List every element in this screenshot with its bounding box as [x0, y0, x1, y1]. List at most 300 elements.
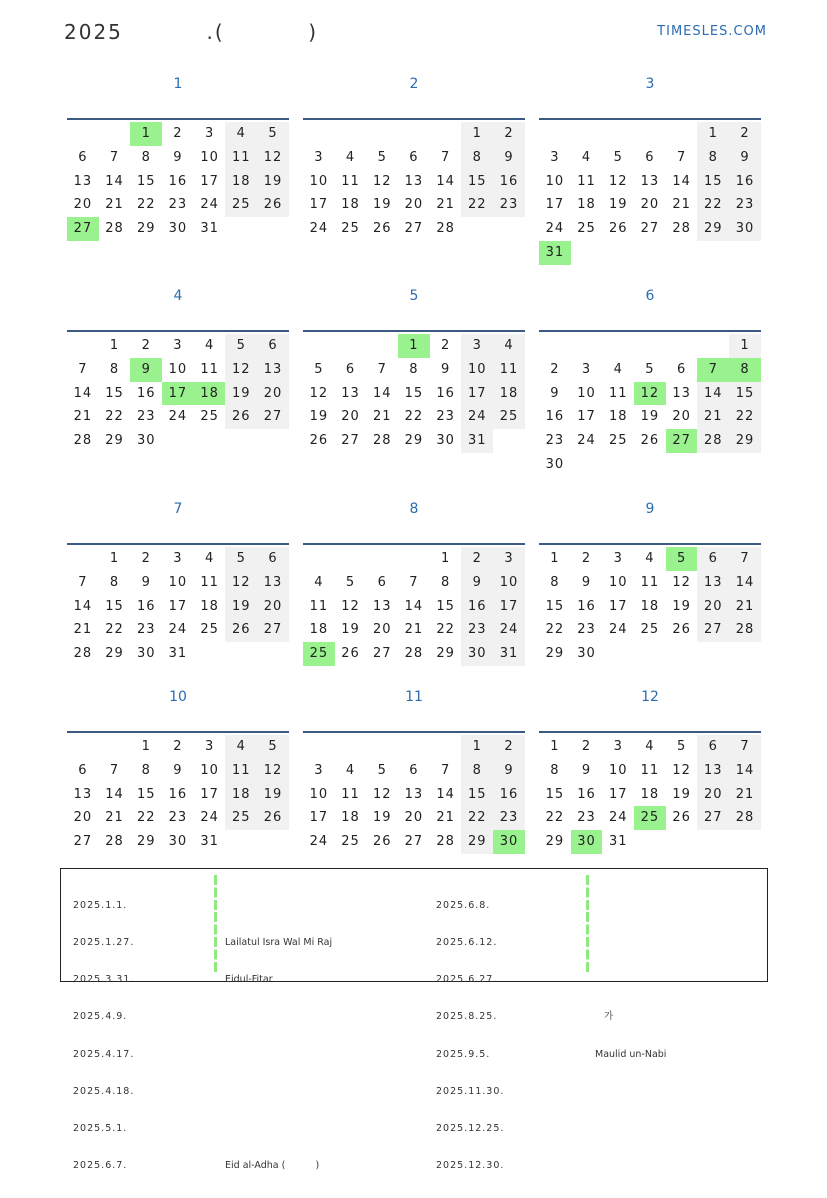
month-11	[303, 687, 525, 854]
month-title: 8	[409, 501, 419, 517]
day-cell: 9	[440, 361, 451, 377]
day-cell: 17	[608, 598, 628, 614]
day-cell: 1	[461, 735, 493, 759]
empty-day-cell	[493, 217, 525, 241]
empty-day-cell	[571, 334, 603, 358]
empty-day-cell	[366, 122, 398, 146]
day-cell: 5	[345, 574, 356, 590]
holiday-day-cell: 17	[162, 382, 194, 406]
empty-day-cell	[67, 334, 99, 358]
day-cell: 5	[257, 735, 289, 759]
day-cell: 17	[545, 197, 565, 213]
day-cell: 3	[204, 126, 215, 141]
day-cell: 5	[225, 334, 257, 358]
day-cell: 9	[493, 146, 525, 170]
day-cell: 15	[404, 385, 424, 401]
day-cell: 8	[550, 574, 560, 590]
day-cell: 27	[640, 221, 660, 237]
day-cell: 7	[78, 574, 88, 590]
day-cell: 18	[341, 197, 360, 213]
empty-day-cell	[366, 547, 398, 571]
page-title: 2025 .( )	[64, 20, 319, 44]
empty-day-cell	[602, 334, 634, 358]
empty-day-cell	[257, 830, 289, 854]
day-cell: 26	[372, 221, 392, 237]
day-cell: 19	[341, 622, 360, 638]
day-cell: 31	[493, 642, 525, 666]
month-title: 7	[173, 501, 183, 517]
empty-day-cell	[303, 547, 335, 571]
day-cell: 15	[136, 786, 156, 802]
month-9	[539, 499, 761, 666]
day-cell: 8	[461, 759, 493, 783]
day-cell: 1	[461, 122, 493, 146]
day-cell: 26	[309, 433, 329, 449]
day-cell: 13	[697, 759, 729, 783]
empty-day-cell	[398, 735, 430, 759]
empty-day-cell	[303, 735, 335, 759]
day-cell: 22	[436, 622, 455, 638]
holiday-day-cell: 8	[729, 358, 761, 382]
day-cell: 21	[729, 783, 761, 807]
holiday-date: 2025.6.12.	[436, 937, 498, 949]
day-cell: 16	[577, 786, 596, 802]
day-cell: 9	[581, 762, 592, 778]
day-cell: 22	[461, 193, 493, 217]
day-cell: 25	[200, 409, 219, 425]
day-cell: 16	[168, 786, 188, 802]
empty-day-cell	[335, 547, 367, 571]
day-cell: 9	[493, 759, 525, 783]
empty-day-cell	[729, 453, 761, 477]
day-grid	[67, 122, 289, 241]
day-cell: 7	[109, 149, 120, 165]
day-cell: 12	[372, 786, 392, 802]
day-cell: 13	[372, 598, 392, 614]
day-cell: 12	[225, 358, 257, 382]
day-cell: 10	[168, 574, 188, 590]
empty-day-cell	[99, 122, 131, 146]
day-grid	[539, 735, 761, 854]
day-cell: 24	[461, 405, 493, 429]
day-cell: 1	[729, 334, 761, 358]
day-cell: 23	[577, 622, 596, 638]
empty-day-cell	[666, 241, 698, 265]
day-cell: 12	[341, 598, 360, 614]
day-cell: 10	[309, 786, 329, 802]
day-cell: 4	[314, 574, 324, 590]
day-cell: 22	[105, 622, 124, 638]
day-cell: 11	[640, 762, 660, 778]
empty-day-cell	[303, 122, 335, 146]
day-cell: 22	[404, 409, 424, 425]
day-cell: 27	[404, 221, 424, 237]
empty-day-cell	[99, 735, 131, 759]
holiday-day-cell: 30	[493, 830, 525, 854]
day-cell: 22	[136, 197, 156, 213]
holiday-date: 2025.6.27.	[436, 974, 498, 986]
day-cell: 8	[109, 574, 120, 590]
month-divider	[539, 543, 761, 545]
day-cell: 18	[309, 622, 329, 638]
holiday-date: 2025.6.7.	[73, 1160, 128, 1172]
day-cell: 14	[436, 173, 455, 189]
day-cell: 29	[404, 433, 424, 449]
day-cell: 8	[440, 574, 451, 590]
day-cell: 9	[173, 762, 183, 778]
day-cell: 29	[105, 433, 124, 449]
holiday-day-cell: 5	[666, 547, 698, 571]
day-cell: 26	[672, 622, 691, 638]
empty-day-cell	[398, 547, 430, 571]
day-cell: 28	[105, 221, 124, 237]
day-cell: 2	[493, 735, 525, 759]
empty-day-cell	[257, 642, 289, 666]
holiday-date: 2025.11.30.	[436, 1085, 505, 1097]
day-cell: 19	[672, 786, 691, 802]
day-cell: 11	[493, 358, 525, 382]
empty-day-cell	[697, 642, 729, 666]
day-cell: 25	[640, 622, 660, 638]
day-cell: 8	[461, 146, 493, 170]
holiday-date: 2025.5.1.	[73, 1123, 128, 1135]
day-cell: 24	[608, 810, 628, 826]
day-cell: 23	[168, 810, 188, 826]
day-cell: 2	[173, 739, 183, 754]
day-cell: 25	[577, 221, 596, 237]
day-cell: 17	[309, 197, 329, 213]
month-divider	[539, 731, 761, 733]
day-grid	[539, 547, 761, 666]
day-cell: 16	[493, 170, 525, 194]
day-cell: 4	[645, 739, 655, 754]
day-cell: 14	[729, 759, 761, 783]
empty-day-cell	[634, 122, 666, 146]
day-cell: 6	[78, 762, 88, 778]
month-title: 9	[645, 501, 655, 517]
month-title: 11	[405, 689, 423, 705]
empty-day-cell	[335, 122, 367, 146]
day-cell: 13	[257, 571, 289, 595]
day-cell: 15	[461, 170, 493, 194]
empty-day-cell	[225, 642, 257, 666]
day-cell: 29	[436, 646, 455, 662]
day-cell: 22	[545, 810, 565, 826]
holiday-name	[595, 1160, 666, 1172]
day-cell: 2	[581, 739, 592, 754]
day-cell: 18	[225, 170, 257, 194]
day-cell: 31	[200, 834, 219, 850]
holiday-day-cell: 18	[194, 382, 226, 406]
day-cell: 18	[341, 810, 360, 826]
day-cell: 6	[676, 361, 687, 377]
day-cell: 11	[341, 173, 360, 189]
day-cell: 1	[550, 739, 560, 754]
day-cell: 19	[309, 409, 329, 425]
day-cell: 16	[136, 598, 156, 614]
holiday-names-left	[225, 875, 332, 1198]
day-cell: 1	[109, 551, 120, 566]
day-cell: 20	[404, 197, 424, 213]
day-cell: 23	[168, 197, 188, 213]
day-cell: 4	[493, 334, 525, 358]
day-cell: 28	[697, 429, 729, 453]
day-cell: 14	[73, 385, 93, 401]
site-brand-link[interactable]: TIMESLES.COM	[657, 24, 767, 39]
day-cell: 3	[173, 338, 183, 353]
day-cell: 11	[640, 574, 660, 590]
empty-day-cell	[571, 122, 603, 146]
empty-day-cell	[697, 453, 729, 477]
day-cell: 24	[200, 197, 219, 213]
day-cell: 21	[672, 197, 691, 213]
day-cell: 24	[493, 618, 525, 642]
empty-day-cell	[729, 642, 761, 666]
day-cell: 16	[493, 783, 525, 807]
day-cell: 19	[257, 783, 289, 807]
month-12	[539, 687, 761, 854]
day-cell: 18	[225, 783, 257, 807]
holiday-marker-bar	[586, 875, 589, 974]
day-cell: 28	[73, 433, 93, 449]
day-cell: 1	[141, 739, 151, 754]
empty-day-cell	[366, 334, 398, 358]
day-cell: 23	[136, 409, 156, 425]
day-cell: 12	[257, 146, 289, 170]
day-cell: 28	[729, 806, 761, 830]
day-cell: 10	[309, 173, 329, 189]
day-cell: 21	[73, 409, 93, 425]
empty-day-cell	[366, 735, 398, 759]
month-divider	[67, 543, 289, 545]
day-cell: 1	[697, 122, 729, 146]
day-cell: 21	[729, 595, 761, 619]
day-cell: 30	[168, 221, 188, 237]
day-cell: 2	[493, 122, 525, 146]
day-cell: 22	[729, 405, 761, 429]
day-cell: 18	[577, 197, 596, 213]
day-cell: 30	[461, 642, 493, 666]
day-cell: 15	[729, 382, 761, 406]
day-cell: 22	[461, 806, 493, 830]
day-cell: 26	[672, 810, 691, 826]
month-5	[303, 286, 525, 453]
day-cell: 10	[200, 762, 219, 778]
day-cell: 30	[436, 433, 455, 449]
day-cell: 22	[105, 409, 124, 425]
day-cell: 4	[345, 149, 356, 165]
empty-day-cell	[67, 735, 99, 759]
day-cell: 14	[697, 382, 729, 406]
holiday-name	[595, 974, 666, 986]
day-cell: 7	[377, 361, 387, 377]
empty-day-cell	[430, 735, 462, 759]
day-cell: 4	[204, 338, 215, 353]
day-cell: 25	[225, 193, 257, 217]
month-divider	[67, 330, 289, 332]
day-cell: 23	[729, 193, 761, 217]
day-cell: 24	[168, 409, 188, 425]
day-cell: 27	[697, 618, 729, 642]
day-cell: 17	[200, 173, 219, 189]
day-cell: 6	[78, 149, 88, 165]
day-cell: 2	[440, 338, 451, 353]
day-cell: 15	[461, 783, 493, 807]
day-cell: 7	[729, 547, 761, 571]
day-cell: 5	[257, 122, 289, 146]
empty-day-cell	[67, 122, 99, 146]
day-cell: 8	[409, 361, 419, 377]
day-cell: 7	[409, 574, 419, 590]
day-cell: 10	[608, 574, 628, 590]
day-cell: 23	[493, 806, 525, 830]
day-cell: 4	[345, 762, 356, 778]
day-cell: 30	[168, 834, 188, 850]
day-cell: 30	[577, 646, 596, 662]
empty-day-cell	[225, 429, 257, 453]
day-cell: 21	[436, 810, 455, 826]
day-cell: 16	[136, 385, 156, 401]
day-cell: 12	[257, 759, 289, 783]
day-cell: 2	[581, 551, 592, 566]
day-cell: 10	[200, 149, 219, 165]
day-cell: 15	[697, 170, 729, 194]
holiday-name	[225, 1049, 332, 1061]
month-3	[539, 74, 761, 265]
day-cell: 15	[136, 173, 156, 189]
month-divider	[303, 731, 525, 733]
day-grid	[303, 334, 525, 453]
day-cell: 11	[225, 146, 257, 170]
month-title: 12	[641, 689, 659, 705]
day-cell: 26	[640, 433, 660, 449]
day-cell: 17	[461, 382, 493, 406]
day-cell: 9	[581, 574, 592, 590]
day-cell: 31	[200, 221, 219, 237]
day-grid	[67, 334, 289, 453]
day-cell: 9	[173, 149, 183, 165]
holiday-day-cell: 25	[303, 642, 335, 666]
day-cell: 20	[697, 783, 729, 807]
empty-day-cell	[666, 122, 698, 146]
month-8	[303, 499, 525, 666]
day-cell: 27	[697, 806, 729, 830]
day-cell: 3	[314, 762, 324, 778]
day-cell: 26	[225, 405, 257, 429]
day-cell: 24	[577, 433, 596, 449]
day-cell: 15	[545, 786, 565, 802]
day-cell: 21	[73, 622, 93, 638]
empty-day-cell	[539, 122, 571, 146]
day-cell: 5	[225, 547, 257, 571]
day-cell: 8	[550, 762, 560, 778]
day-cell: 30	[545, 456, 565, 472]
day-cell: 6	[409, 762, 419, 778]
holiday-date: 2025.9.5.	[436, 1048, 491, 1060]
holiday-name	[225, 1011, 332, 1023]
day-cell: 14	[105, 786, 124, 802]
empty-day-cell	[666, 453, 698, 477]
day-cell: 26	[372, 834, 392, 850]
day-grid	[539, 334, 761, 477]
day-cell: 19	[372, 197, 392, 213]
day-cell: 6	[697, 547, 729, 571]
day-cell: 3	[550, 149, 560, 165]
day-cell: 23	[493, 193, 525, 217]
holiday-name: 가	[595, 1011, 614, 1023]
day-cell: 10	[168, 361, 188, 377]
empty-day-cell	[634, 830, 666, 854]
day-cell: 8	[141, 149, 151, 165]
day-cell: 27	[341, 433, 360, 449]
day-cell: 13	[697, 571, 729, 595]
empty-day-cell	[194, 429, 226, 453]
holiday-list	[60, 868, 768, 1172]
day-cell: 20	[372, 622, 392, 638]
empty-day-cell	[162, 429, 194, 453]
day-cell: 22	[545, 622, 565, 638]
holiday-day-cell: 7	[697, 358, 729, 382]
day-cell: 16	[436, 385, 455, 401]
day-cell: 5	[645, 361, 655, 377]
day-cell: 3	[204, 739, 215, 754]
holiday-date: 2025.3.31.	[73, 974, 135, 986]
empty-day-cell	[303, 334, 335, 358]
day-cell: 1	[440, 551, 451, 566]
day-cell: 17	[309, 810, 329, 826]
holiday-name: Eidul-Fitar	[225, 974, 273, 986]
day-cell: 17	[493, 595, 525, 619]
day-cell: 14	[436, 786, 455, 802]
day-cell: 11	[225, 759, 257, 783]
empty-day-cell	[257, 217, 289, 241]
empty-day-cell	[335, 334, 367, 358]
day-cell: 21	[697, 405, 729, 429]
day-grid	[67, 547, 289, 666]
day-cell: 6	[257, 334, 289, 358]
day-cell: 20	[404, 810, 424, 826]
empty-day-cell	[461, 217, 493, 241]
day-cell: 13	[73, 786, 93, 802]
empty-day-cell	[634, 642, 666, 666]
day-cell: 31	[168, 646, 188, 662]
day-cell: 28	[105, 834, 124, 850]
day-cell: 1	[109, 338, 120, 353]
empty-day-cell	[697, 830, 729, 854]
month-title: 10	[169, 689, 187, 705]
month-divider	[539, 330, 761, 332]
day-cell: 7	[78, 361, 88, 377]
month-title: 1	[173, 76, 183, 92]
holiday-day-cell: 25	[634, 806, 666, 830]
day-cell: 29	[545, 646, 565, 662]
day-cell: 29	[136, 221, 156, 237]
empty-day-cell	[697, 334, 729, 358]
empty-day-cell	[194, 642, 226, 666]
day-cell: 16	[461, 595, 493, 619]
month-title: 6	[645, 288, 655, 304]
day-cell: 15	[105, 598, 124, 614]
day-cell: 29	[105, 646, 124, 662]
day-cell: 3	[613, 551, 623, 566]
month-10	[67, 687, 289, 854]
day-cell: 4	[225, 735, 257, 759]
day-cell: 18	[493, 382, 525, 406]
day-cell: 11	[309, 598, 329, 614]
day-cell: 18	[200, 598, 219, 614]
day-cell: 27	[257, 618, 289, 642]
day-cell: 28	[404, 646, 424, 662]
